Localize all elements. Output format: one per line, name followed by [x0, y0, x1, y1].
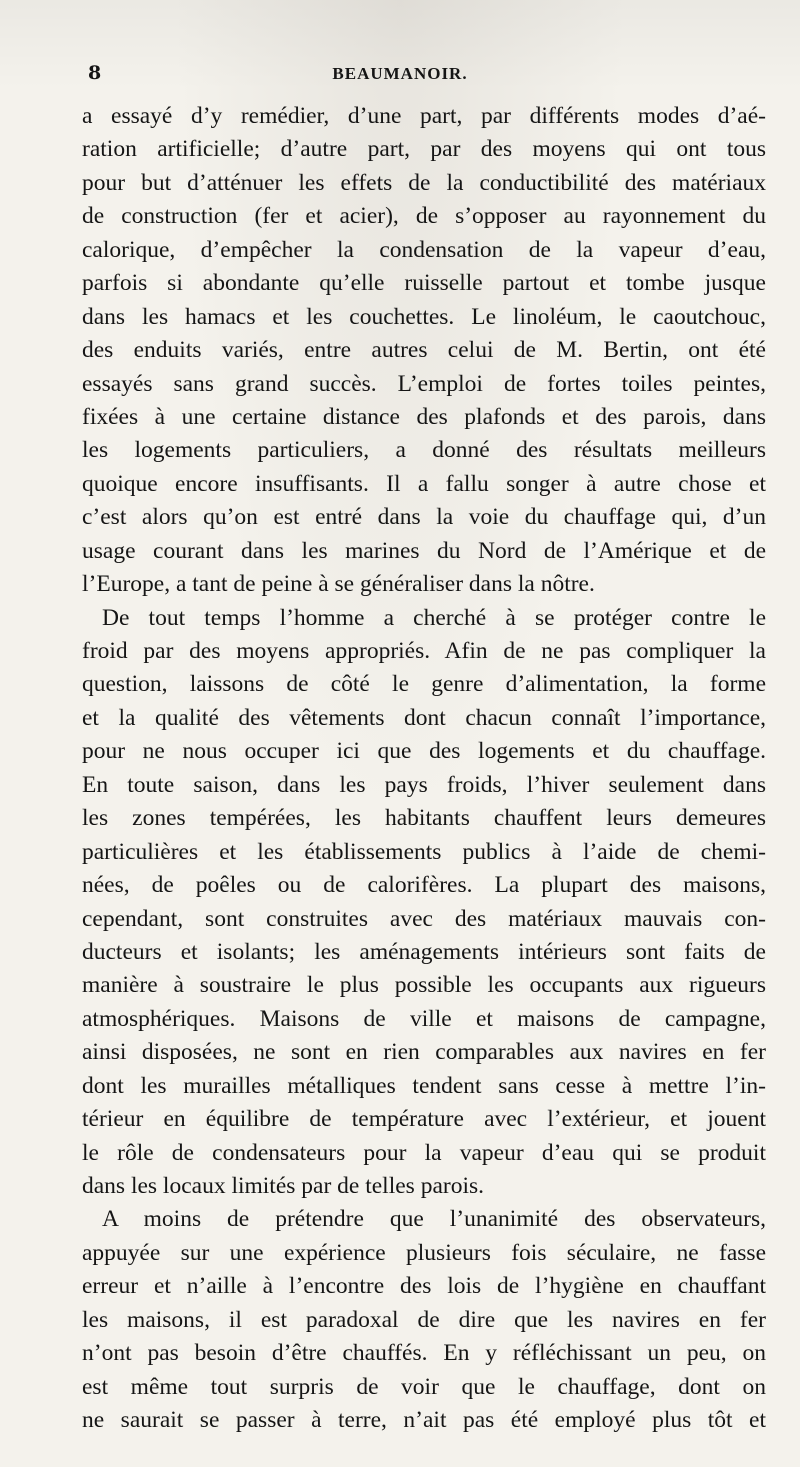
- text-line: a essayé d’y remédier, d’une part, par différents modes d’aé-: [82, 103, 766, 129]
- text-line: de construction (fer et acier), de s’opposer au rayonnement du: [82, 203, 766, 230]
- body-text: [82, 100, 766, 1438]
- text-line: pour but d’atténuer les effets de la conductibilité des matériaux: [82, 169, 766, 196]
- text-line: quoique encore insuffisants. Il a fallu songer à autre chose et: [82, 470, 766, 497]
- text-line: n’ont pas besoin d’être chauffés. En y réfléchissant un peu, on: [82, 1340, 766, 1367]
- text-line: particulières et les établissements publics à l’aide de chemi-: [82, 838, 766, 865]
- text-line: ration artificielle; d’autre part, par des moyens qui ont tous: [82, 136, 766, 163]
- text-line: l’Europe, a tant de peine à se généraliser dans la nôtre.: [82, 571, 595, 598]
- text-line: et la qualité des vêtements dont chacun connaît l’importance,: [82, 704, 766, 731]
- text-line: essayés sans grand succès. L’emploi de fortes toiles peintes,: [82, 370, 766, 397]
- text-line: En toute saison, dans les pays froids, l’hiver seulement dans: [82, 771, 766, 798]
- running-title: BEAUMANOIR.: [332, 64, 468, 83]
- text-line: parfois si abondante qu’elle ruisselle partout et tombe jusque: [82, 270, 766, 297]
- text-line: usage courant dans les marines du Nord de l’Amérique et de: [82, 537, 766, 564]
- text-line: fixées à une certaine distance des plafonds et des parois, dans: [82, 403, 766, 430]
- text-line: manière à soustraire le plus possible les occupants aux rigueurs: [82, 972, 766, 999]
- text-line: est même tout surpris de voir que le chauffage, dont on: [82, 1373, 766, 1400]
- text-line: dans les hamacs et les couchettes. Le linoléum, le caoutchouc,: [82, 303, 766, 330]
- page-number: 8: [88, 62, 102, 84]
- running-head: [0, 58, 800, 88]
- text-line: appuyée sur une expérience plusieurs fois séculaire, ne fasse: [82, 1239, 766, 1266]
- text-line: froid par des moyens appropriés. Afin de ne pas compliquer la: [82, 638, 766, 664]
- text-line: De tout temps l’homme a cherché à se protéger contre le: [102, 604, 766, 631]
- text-line: calorique, d’empêcher la condensation de la vapeur d’eau,: [82, 236, 766, 263]
- text-line: térieur en équilibre de température avec l’extérieur, et jouent: [82, 1106, 766, 1133]
- text-line: nées, de poêles ou de calorifères. La plupart des maisons,: [82, 872, 766, 899]
- text-line: des enduits variés, entre autres celui de M. Bertin, ont été: [82, 337, 766, 364]
- text-line: cependant, sont construites avec des matériaux mauvais con-: [82, 905, 766, 932]
- text-line: c’est alors qu’on est entré dans la voie du chauffage qui, d’un: [82, 504, 766, 531]
- text-line: erreur et n’aille à l’encontre des lois de l’hygiène en chauffant: [82, 1273, 766, 1300]
- text-line: les maisons, il est paradoxal de dire que les navires en fer: [82, 1306, 766, 1333]
- text-line: dont les murailles métalliques tendent sans cesse à mettre l’in-: [82, 1072, 766, 1099]
- text-line: atmosphériques. Maisons de ville et maisons de campagne,: [82, 1005, 766, 1032]
- text-line: les zones tempérées, les habitants chauffent leurs demeures: [82, 805, 766, 832]
- text-line: le rôle de condensateurs pour la vapeur d’eau qui se produit: [82, 1139, 766, 1166]
- text-line: dans les locaux limités par de telles parois.: [82, 1173, 485, 1199]
- text-line: ne saurait se passer à terre, n’ait pas été employé plus tôt et: [82, 1407, 766, 1434]
- text-line: question, laissons de côté le genre d’alimentation, la forme: [82, 671, 766, 698]
- text-line: A moins de prétendre que l’unanimité des observateurs,: [102, 1206, 766, 1233]
- text-line: les logements particuliers, a donné des résultats meilleurs: [82, 437, 766, 464]
- text-line: ainsi disposées, ne sont en rien comparables aux navires en fer: [82, 1039, 766, 1066]
- text-line: ducteurs et isolants; les aménagements intérieurs sont faits de: [82, 938, 766, 965]
- text-line: pour ne nous occuper ici que des logements et du chauffage.: [82, 738, 766, 765]
